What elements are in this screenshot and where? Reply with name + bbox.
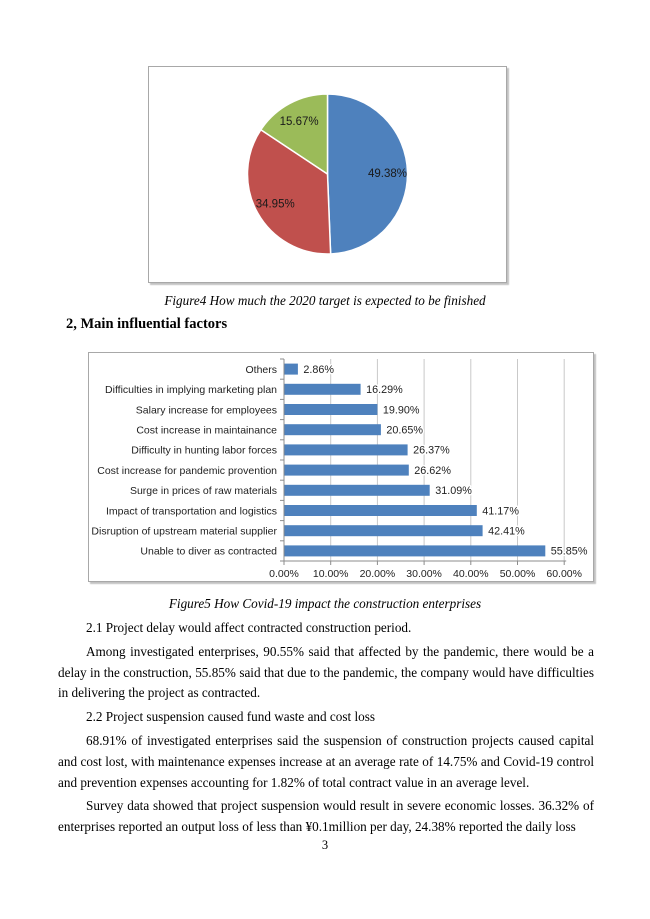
svg-text:Difficulties in implying marke: Difficulties in implying marketing plan xyxy=(105,384,277,397)
svg-text:42.41%: 42.41% xyxy=(488,525,525,538)
svg-text:55.85%: 55.85% xyxy=(550,545,588,558)
subsection-2-2-heading: 2.2 Project suspension caused fund waste and cost loss xyxy=(86,709,375,725)
svg-text:30.00%: 30.00% xyxy=(406,568,442,580)
figure5-caption: Figure5 How Covid-19 impact the construction enterprises xyxy=(168,596,482,611)
svg-text:20.65%: 20.65% xyxy=(386,424,424,437)
svg-text:Disruption of upstream materia: Disruption of upstream material supplier xyxy=(91,525,277,538)
svg-text:Impact of transportation and l: Impact of transportation and logistics xyxy=(105,505,277,518)
svg-text:Unable to diver as contracted: Unable to diver as contracted xyxy=(140,545,277,558)
section-heading: 2, Main influential factors xyxy=(66,316,228,332)
svg-text:31.09%: 31.09% xyxy=(435,485,472,498)
subsection-2-1-heading: 2.1 Project delay would affect contracted construction period. xyxy=(86,620,412,635)
paragraph-project-delay: Among investigated enterprises, 90.55% said that affected by the pandemic, there would be a delay in the construction, 55.85% said that due to the pandemic, the company would have difficulties in delivering the project as contracted. xyxy=(58,643,594,701)
svg-text:Others: Others xyxy=(245,363,277,376)
paragraph-economic-losses: Survey data showed that project suspension would result in severe economic losses. 36.32% of enterprises reported an output loss of less than ¥0.1million per day, 24.38% reported the daily loss xyxy=(58,798,594,835)
svg-text:41.17%: 41.17% xyxy=(482,505,519,518)
pie-chart-svg xyxy=(149,67,506,282)
svg-text:19.90%: 19.90% xyxy=(382,404,420,417)
svg-text:60.00%: 60.00% xyxy=(546,568,583,580)
svg-text:40.00%: 40.00% xyxy=(452,568,489,580)
svg-text:10.00%: 10.00% xyxy=(312,568,349,580)
svg-text:34.95%: 34.95% xyxy=(255,198,295,211)
svg-text:49.38%: 49.38% xyxy=(367,167,408,180)
svg-text:26.37%: 26.37% xyxy=(413,444,450,457)
svg-text:16.29%: 16.29% xyxy=(366,384,403,397)
svg-text:Cost increase in maintainance: Cost increase in maintainance xyxy=(136,424,277,437)
paragraph-fund-waste: 68.91% of investigated enterprises said the suspension of construction projects caused capital and cost lost, with maintenance expenses increase at an average rate of 14.75% and Covid-19 control and prevention expenses accounting for 1.82% of total contract value in an average level. xyxy=(58,732,594,790)
svg-text:Salary increase for employees: Salary increase for employees xyxy=(135,404,277,417)
bar-chart-svg xyxy=(89,353,593,581)
svg-text:0.00%: 0.00% xyxy=(269,568,299,580)
svg-text:2.86%: 2.86% xyxy=(303,363,335,376)
svg-text:Surge in prices of raw materia: Surge in prices of raw materials xyxy=(129,485,277,498)
svg-text:26.62%: 26.62% xyxy=(414,464,451,477)
svg-text:15.67%: 15.67% xyxy=(279,116,319,129)
svg-text:Cost increase for pandemic pro: Cost increase for pandemic provention xyxy=(97,464,277,477)
figure4-caption: Figure4 How much the 2020 target is expected to be finished xyxy=(164,293,486,308)
figure5-bar-chart xyxy=(88,352,594,582)
figure4-pie-chart xyxy=(148,66,507,283)
svg-text:Difficulty in hunting labor fo: Difficulty in hunting labor forces xyxy=(131,444,277,457)
page-number: 3 xyxy=(321,838,329,852)
svg-text:20.00%: 20.00% xyxy=(359,568,396,580)
svg-text:50.00%: 50.00% xyxy=(499,568,536,580)
body-text xyxy=(58,618,594,841)
